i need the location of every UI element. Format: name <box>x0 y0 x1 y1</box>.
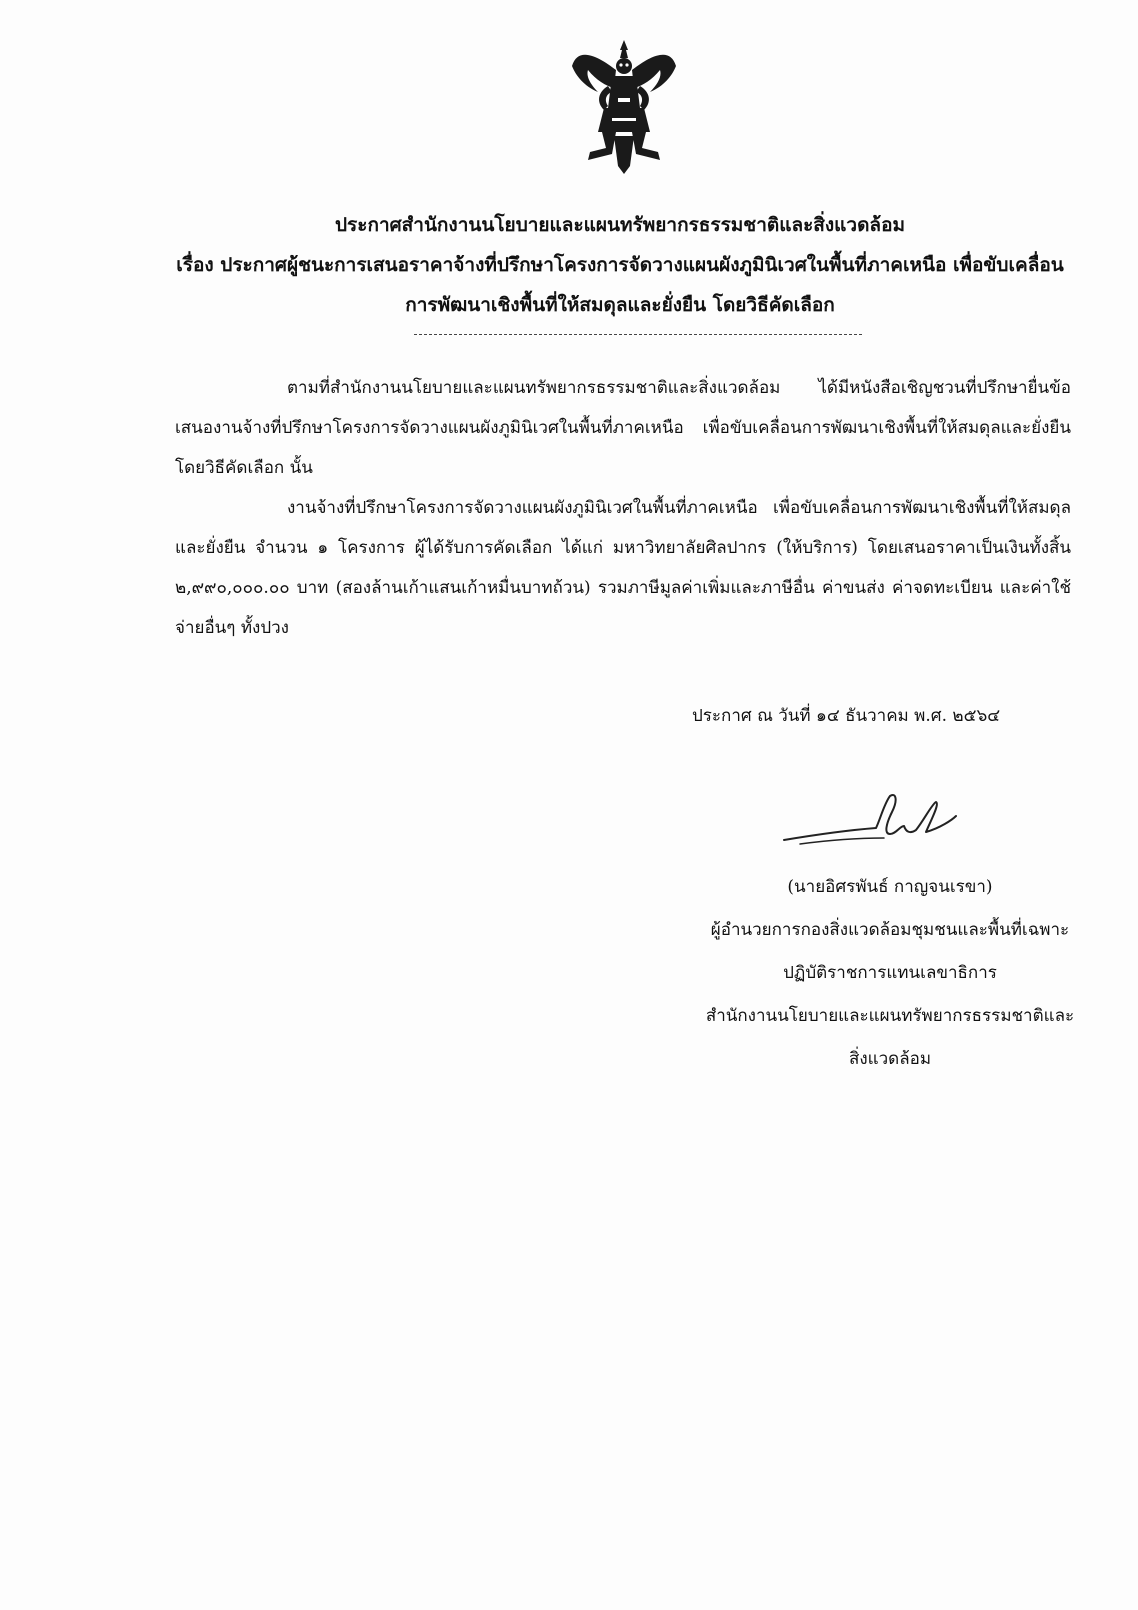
header-subject-line-1: เรื่อง ประกาศผู้ชนะการเสนอราคาจ้างที่ปรึกษาโครงการจัดวางแผนผังภูมินิเวศในพื้นที่ภาคเหนือ เพื่อขับเคลื่อน <box>176 254 1064 276</box>
signature-icon <box>780 790 960 870</box>
header-divider <box>414 334 862 335</box>
announcement-body <box>175 368 1071 648</box>
paragraph-2 <box>175 488 1071 648</box>
signer-office-line-2: สิ่งแวดล้อม <box>848 1049 932 1069</box>
paragraph-1-text: ตามที่สำนักงานนโยบายและแผนทรัพยากรธรรมชาติและสิ่งแวดล้อม ได้มีหนังสือเชิญชวนที่ปรึกษายื่นข้อเสนองานจ้างที่ปรึกษาโครงการจัดวางแผนผังภูมินิเวศในพื้นที่ภาคเหนือ เพื่อขับเคลื่อนการพัฒนาเชิงพื้นที่ให้สมดุลและยั่งยืน โดยวิธีคัดเลือก นั้น <box>175 378 1071 478</box>
signer-block <box>640 866 1138 1081</box>
announcement-date: ประกาศ ณ วันที่ ๑๔ ธันวาคม พ.ศ. ๒๕๖๔ <box>692 706 1001 726</box>
signer-name: (นายอิศรพันธ์ กาญจนเรขา) <box>787 877 993 897</box>
garuda-emblem-icon <box>568 36 680 176</box>
signer-office-line-1: สำนักงานนโยบายและแผนทรัพยากรธรรมชาติและ <box>705 1006 1075 1026</box>
announcement-header <box>160 205 1080 325</box>
signer-acting: ปฏิบัติราชการแทนเลขาธิการ <box>783 963 997 983</box>
paragraph-1 <box>175 368 1071 488</box>
signer-position: ผู้อำนวยการกองสิ่งแวดล้อมชุมชนและพื้นที่เฉพาะ <box>710 920 1070 940</box>
paragraph-2-text: งานจ้างที่ปรึกษาโครงการจัดวางแผนผังภูมินิเวศในพื้นที่ภาคเหนือ เพื่อขับเคลื่อนการพัฒนาเชิงพื้นที่ให้สมดุลและยั่งยืน จำนวน ๑ โครงการ ผู้ได้รับการคัดเลือก ได้แก่ มหาวิทยาลัยศิลปากร (ให้บริการ) โดยเสนอราคาเป็นเงินทั้งสิ้น ๒,๙๙๐,๐๐๐.๐๐ บาท (สองล้านเก้าแสนเก้าหมื่นบาทถ้วน) รวมภาษีมูลค่าเพิ่มและภาษีอื่น ค่าขนส่ง ค่าจดทะเบียน และค่าใช้จ่ายอื่นๆ ทั้งปวง <box>175 498 1071 638</box>
header-subject-line-2: การพัฒนาเชิงพื้นที่ให้สมดุลและยั่งยืน โดยวิธีคัดเลือก <box>405 294 835 316</box>
header-title: ประกาศสำนักงานนโยบายและแผนทรัพยากรธรรมชาติและสิ่งแวดล้อม <box>334 214 906 236</box>
